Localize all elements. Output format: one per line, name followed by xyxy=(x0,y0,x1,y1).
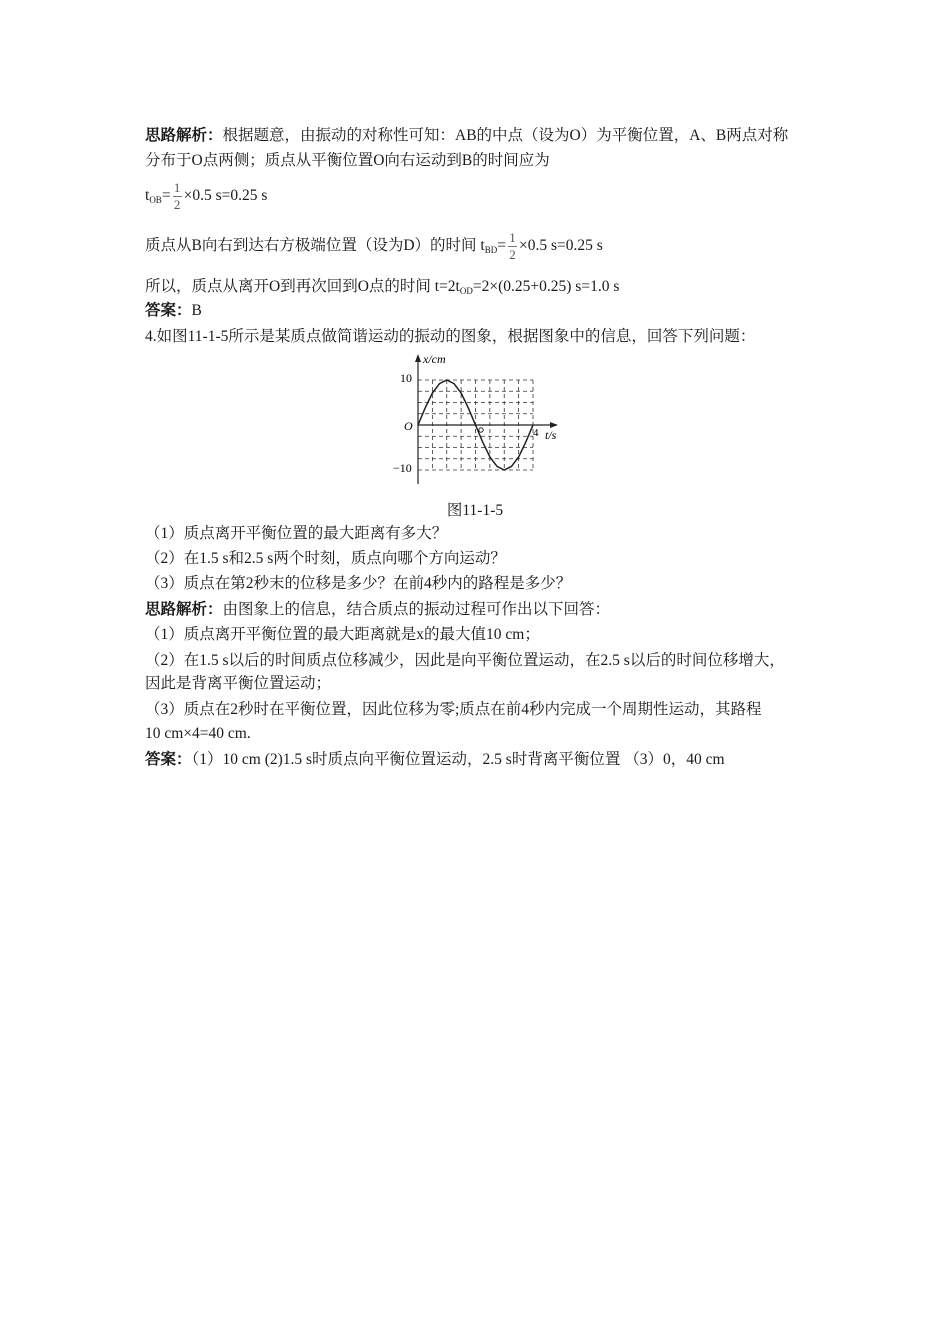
formula-total-time xyxy=(145,276,619,302)
analysis-answer-text: （1）质点离开平衡位置的最大距离就是x的最大值10 cm； xyxy=(145,626,540,643)
x-axis-label: t/s xyxy=(545,428,557,442)
t-symbol: t xyxy=(145,187,150,204)
fraction-one-half xyxy=(173,180,182,213)
y-tick-label-min: −10 xyxy=(393,461,412,475)
answer-value: （1）10 cm (2)1.5 s时质点向平衡位置运动，2.5 s时背离平衡位置 （3）0，40 cm xyxy=(191,751,725,768)
sub-question-3 xyxy=(145,573,571,595)
answer-value: B xyxy=(191,302,202,319)
x-tick-label-end: 4 xyxy=(533,427,539,439)
analysis-2-line xyxy=(145,599,610,621)
y-axis-arrow xyxy=(415,354,421,362)
vibration-chart xyxy=(390,350,570,490)
fraction-denominator: 2 xyxy=(173,196,181,212)
analysis-label: 思路解析： xyxy=(145,127,223,144)
y-axis-label: x/cm xyxy=(423,352,446,366)
sub-question-text: （2）在1.5 s和2.5 s两个时刻，质点向哪个方向运动？ xyxy=(145,550,506,567)
subscript-ob: OB xyxy=(149,195,162,205)
fraction-denominator: 2 xyxy=(509,246,516,262)
answer-line-2 xyxy=(145,749,725,771)
sub-question-text: （3）质点在第2秒末的位移是多少？在前4秒内的路程是多少？ xyxy=(145,575,572,592)
formula-rest: ×0.5 s=0.25 s xyxy=(518,237,603,254)
question-4-stem xyxy=(145,326,755,348)
analysis-2-answer-2b xyxy=(145,673,331,695)
y-tick-label-max: 10 xyxy=(400,371,412,385)
equals-sign: = xyxy=(497,237,506,254)
bd-text: 质点从B向右到达右方极端位置（设为D）的时间 t xyxy=(145,237,485,254)
analysis-answer-text: 10 cm×4=40 cm. xyxy=(145,725,251,742)
question-stem-text: 4.如图11-1-5所示是某质点做简谐运动的振动的图象，根据图象中的信息，回答下列问题： xyxy=(145,328,756,345)
answer-line-1 xyxy=(145,300,202,322)
subscript-od: OD xyxy=(459,286,473,296)
analysis-answer-text: （2）在1.5 s以后的时间质点位移减少，因此是向平衡位置运动，在2.5 s以后的时间位移增大， xyxy=(145,652,785,669)
analysis-text-2: 分布于O点两侧；质点从平衡位置O向右运动到B的时间应为 xyxy=(145,152,550,169)
analysis-line-1 xyxy=(145,125,788,147)
total-time-rest: =2×(0.25+0.25) s=1.0 s xyxy=(472,278,620,295)
analysis-label: 思路解析： xyxy=(145,601,223,618)
sub-question-text: （1）质点离开平衡位置的最大距离有多大？ xyxy=(145,525,448,542)
fraction-numerator: 1 xyxy=(173,179,181,195)
analysis-2-answer-1 xyxy=(145,624,540,646)
curve-marker xyxy=(479,428,483,432)
origin-label: O xyxy=(404,419,413,433)
fraction-numerator: 1 xyxy=(509,229,516,245)
equals-sign: = xyxy=(161,187,171,204)
formula-rest: ×0.5 s=0.25 s xyxy=(183,187,268,204)
analysis-answer-text: （3）质点在2秒时在平衡位置，因此位移为零;质点在前4秒内完成一个周期性运动，其路程 xyxy=(145,701,762,718)
analysis-line-2 xyxy=(145,150,550,172)
analysis-2-answer-3b xyxy=(145,723,251,745)
sub-question-1 xyxy=(145,523,447,545)
fraction-one-half xyxy=(508,230,517,263)
answer-label: 答案： xyxy=(145,751,192,768)
analysis-2-answer-3a xyxy=(145,699,762,721)
figure-caption: 图11-1-5 xyxy=(446,502,504,519)
analysis-text: 由图象上的信息，结合质点的振动过程可作出以下回答： xyxy=(222,601,611,618)
formula-t-ob xyxy=(145,178,267,218)
sub-question-2 xyxy=(145,548,506,570)
subscript-bd: BD xyxy=(484,245,498,255)
analysis-2-answer-2a xyxy=(145,650,785,672)
total-time-text: 所以，质点从离开O到再次回到O点的时间 t=2t xyxy=(145,278,460,295)
analysis-answer-text: 因此是背离平衡位置运动； xyxy=(145,675,332,692)
analysis-text: 根据题意，由振动的对称性可知：AB的中点（设为O）为平衡位置，A、B两点对称 xyxy=(222,127,789,144)
formula-t-bd xyxy=(145,228,603,268)
answer-label: 答案： xyxy=(145,302,192,319)
